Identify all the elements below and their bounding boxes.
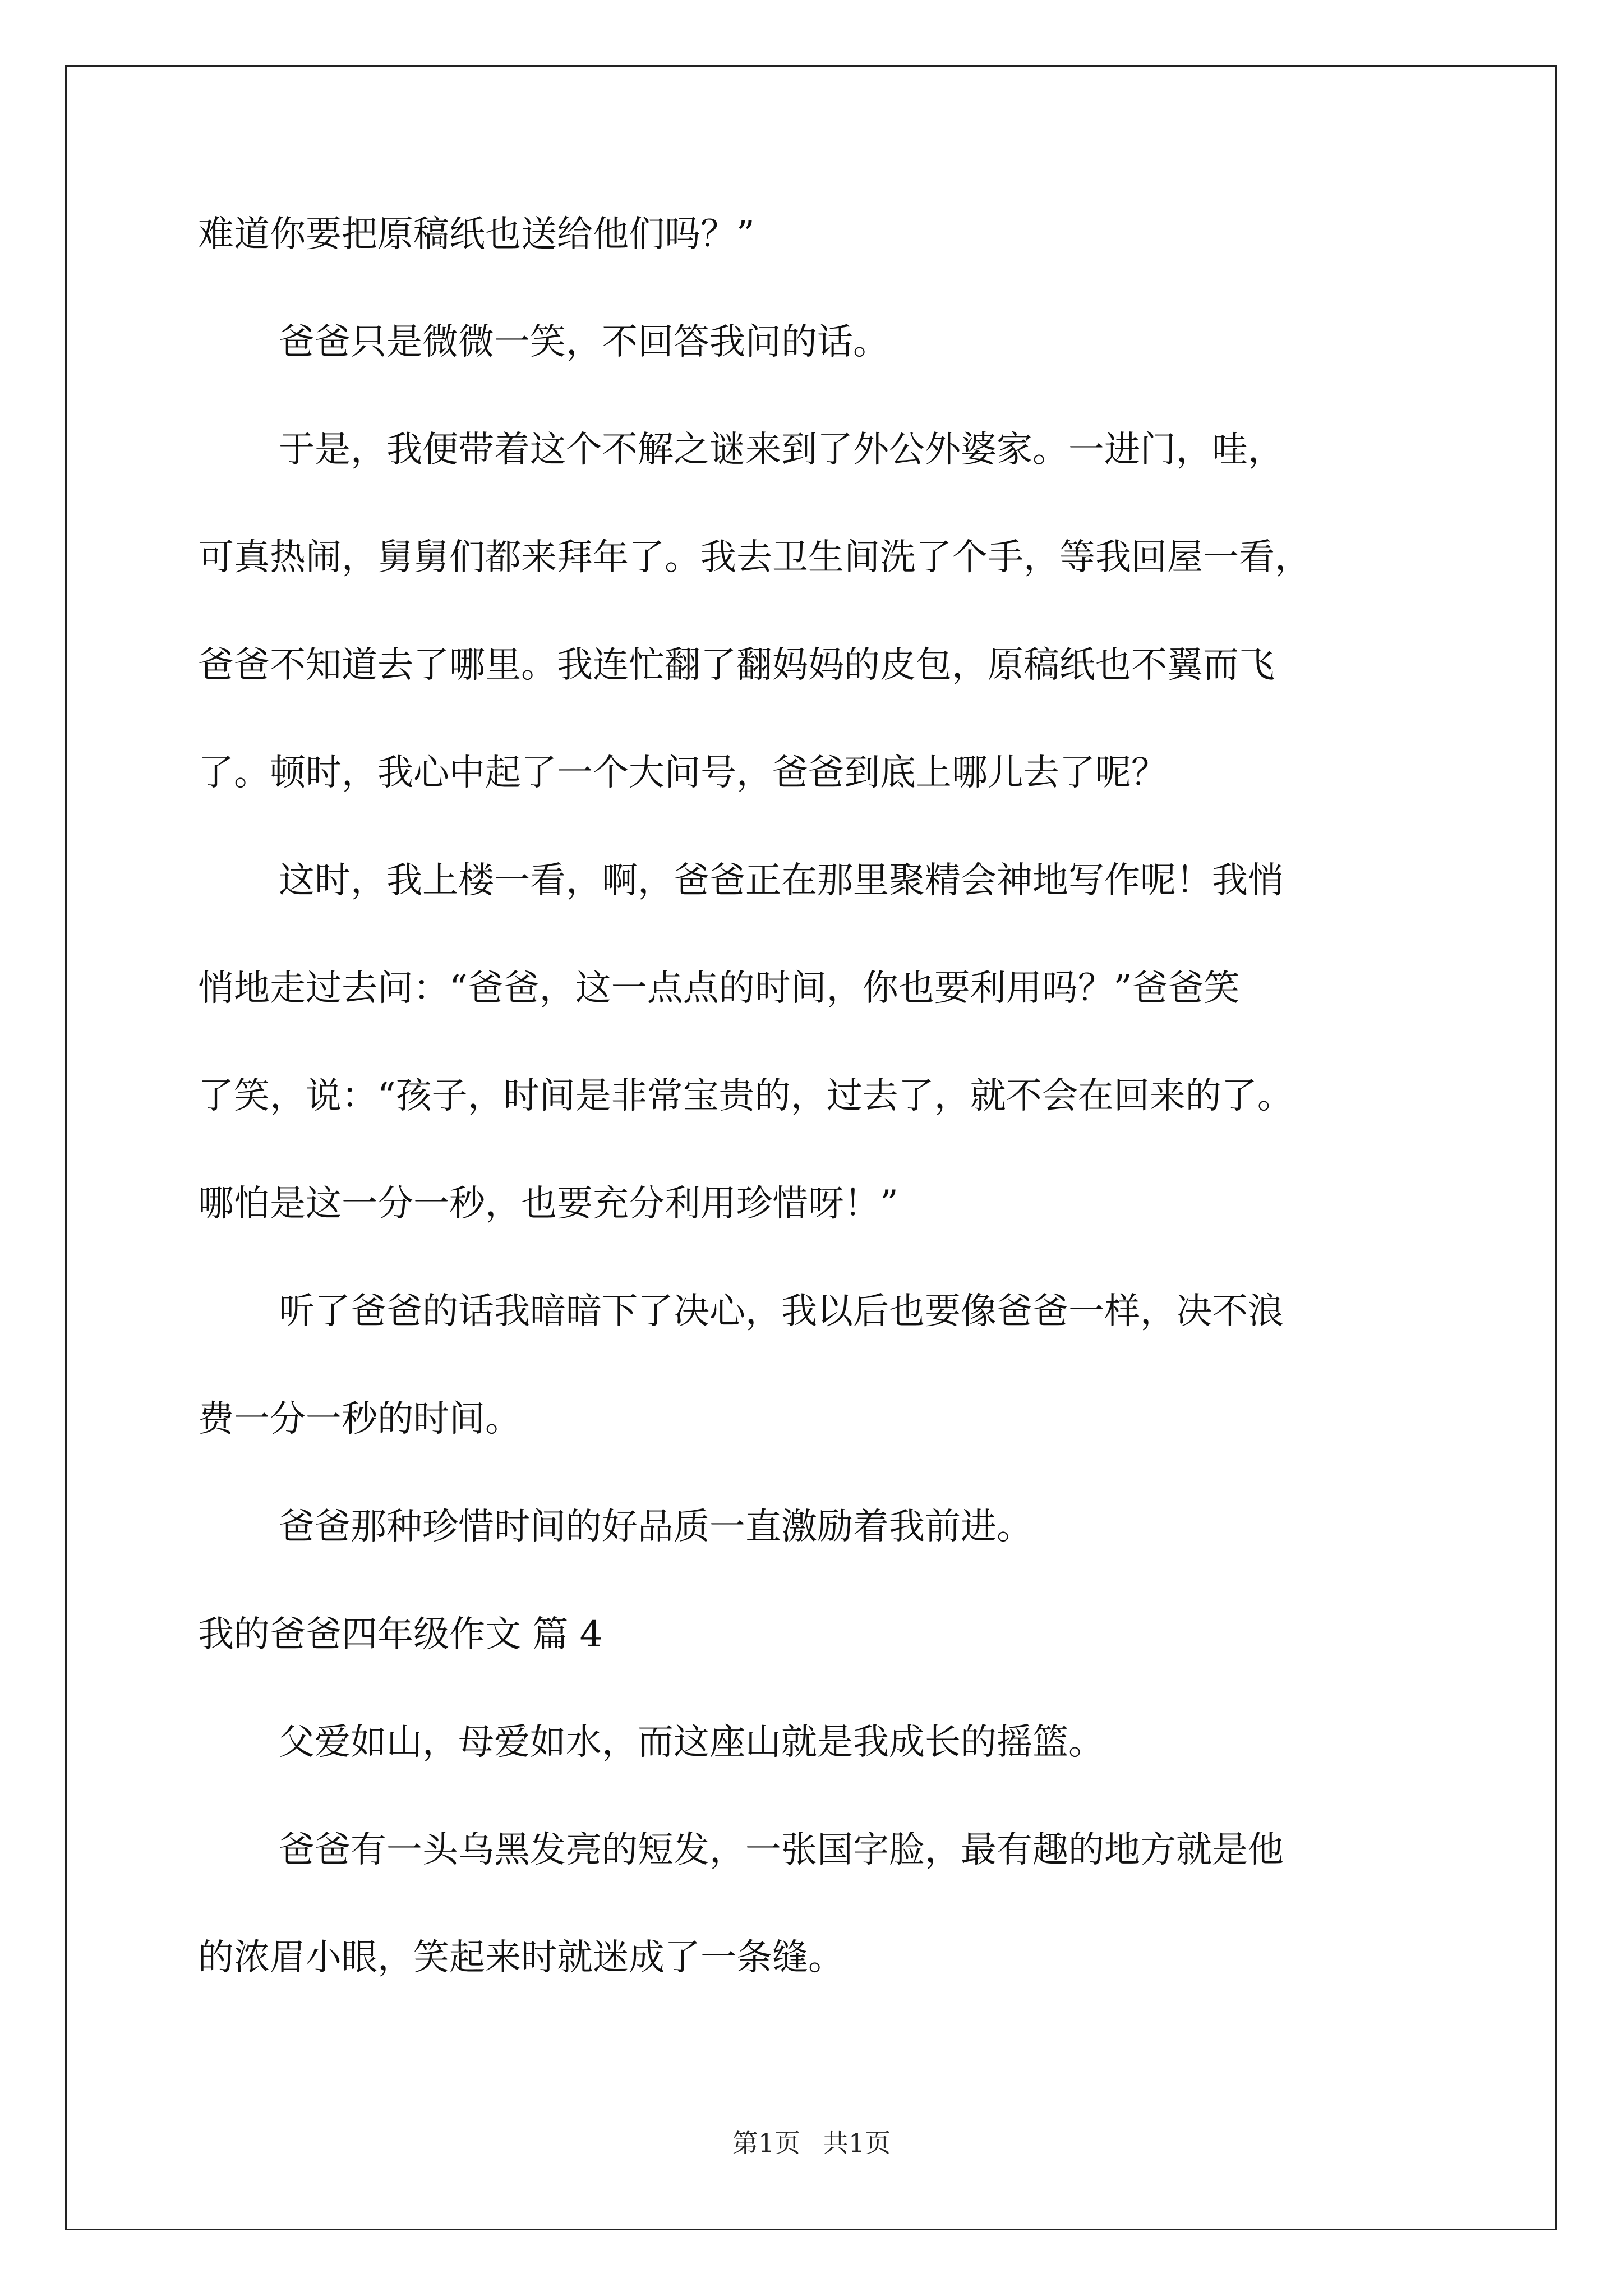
page-border <box>65 65 1557 2230</box>
body-line: 费一分一秒的时间。 <box>198 1398 521 1440</box>
paragraph-line: 爸爸那种珍惜时间的好品质一直激励着我前进。 <box>279 1506 1032 1548</box>
page-number-total: 共1页 <box>823 2128 891 2158</box>
page-footer <box>0 2126 1623 2160</box>
paragraph-line: 这时，我上楼一看，啊，爸爸正在那里聚精会神地写作呢！我悄 <box>279 860 1284 901</box>
paragraph-line: 听了爸爸的话我暗暗下了决心，我以后也要像爸爸一样，决不浪 <box>279 1291 1284 1332</box>
body-line: 了笑，说：“孩子，时间是非常宝贵的，过去了，就不会在回来的了。 <box>198 1075 1293 1117</box>
paragraph-line: 于是，我便带着这个不解之谜来到了外公外婆家。一进门，哇， <box>279 429 1284 471</box>
body-line: 的浓眉小眼，笑起来时就迷成了一条缝。 <box>198 1937 844 1978</box>
page-number-current: 第1页 <box>732 2128 800 2158</box>
body-line: 可真热闹，舅舅们都来拜年了。我去卫生间洗了个手，等我回屋一看， <box>198 537 1311 578</box>
paragraph-line: 爸爸有一头乌黑发亮的短发，一张国字脸，最有趣的地方就是他 <box>279 1829 1284 1871</box>
body-line: 悄地走过去问：“爸爸，这一点点的时间，你也要利用吗？”爸爸笑 <box>198 968 1240 1009</box>
paragraph-line: 父爱如山，母爱如水，而这座山就是我成长的摇篮。 <box>279 1722 1104 1763</box>
section-heading: 我的爸爸四年级作文 篇 4 <box>198 1614 603 1655</box>
paragraph-line: 爸爸只是微微一笑，不回答我问的话。 <box>279 321 889 363</box>
body-line: 了。顿时，我心中起了一个大问号，爸爸到底上哪儿去了呢？ <box>198 752 1167 794</box>
body-line: 爸爸不知道去了哪里。我连忙翻了翻妈妈的皮包，原稿纸也不翼而飞 <box>198 645 1275 686</box>
body-line: 难道你要把原稿纸也送给他们吗？” <box>198 214 755 255</box>
body-line: 哪怕是这一分一秒，也要充分利用珍惜呀！” <box>198 1183 898 1225</box>
